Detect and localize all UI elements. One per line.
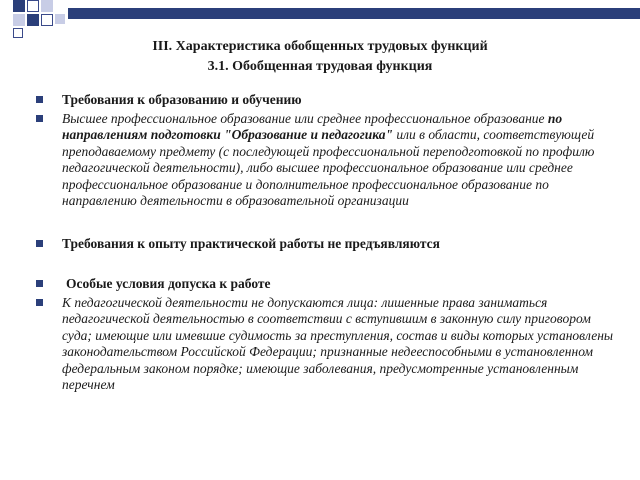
square-bullet-icon: [36, 299, 43, 306]
slide-content: [36, 92, 616, 394]
conditions-text-item: [36, 295, 616, 394]
deco-square: [13, 0, 25, 12]
deco-square: [27, 14, 39, 26]
experience-heading: Требования к опыту практической работы не предъявляются: [62, 235, 440, 251]
header-bar: [68, 8, 640, 19]
conditions-heading-item: [36, 276, 616, 293]
education-text-bold: по направлениям подготовки "Образование и педагогика": [62, 110, 563, 142]
education-text-part2: или в области, соответствующей преподаваемому предмету (с последующей профессиональной переподготовкой по профилю педагогической деятельности), либо высшее профессиональное образование или среднее профессиональное образование и дополнительное профессиональное образование по направлению деятельности в образовательной организации: [62, 127, 595, 208]
education-heading-item: [36, 92, 616, 109]
education-text-item: [36, 111, 616, 210]
square-bullet-icon: [36, 280, 43, 287]
square-bullet-icon: [36, 240, 43, 247]
education-heading: Требования к образованию и обучению: [62, 92, 302, 107]
deco-square: [55, 14, 65, 24]
conditions-heading: Особые условия допуска к работе: [66, 276, 271, 291]
deco-square: [41, 14, 53, 26]
deco-square: [27, 0, 39, 12]
deco-square: [13, 28, 23, 38]
deco-square: [13, 14, 25, 26]
square-bullet-icon: [36, 96, 43, 103]
slide-subtitle: 3.1. Обобщенная трудовая функция: [207, 59, 433, 74]
education-text-part1: Высшее профессиональное образование или среднее профессиональное образование: [62, 110, 548, 126]
conditions-text: К педагогической деятельности не допускаются лица: лишенные права заниматься педагогической деятельностью в соответствии с вступившим в законную силу приговором суда; имеющие или имевшие судимость за преступления, состав и виды которых установлены законодательством Российской Федерации; признанные недееспособными в установленном федеральным законом порядке; имеющие заболевания, предусмотренные установленным перечнем: [62, 294, 614, 392]
experience-heading-item: [36, 236, 616, 253]
square-bullet-icon: [36, 115, 43, 122]
slide-title: III. Характеристика обобщенных трудовых функций: [152, 39, 488, 54]
header-decoration: [0, 0, 640, 40]
deco-square: [41, 0, 53, 12]
